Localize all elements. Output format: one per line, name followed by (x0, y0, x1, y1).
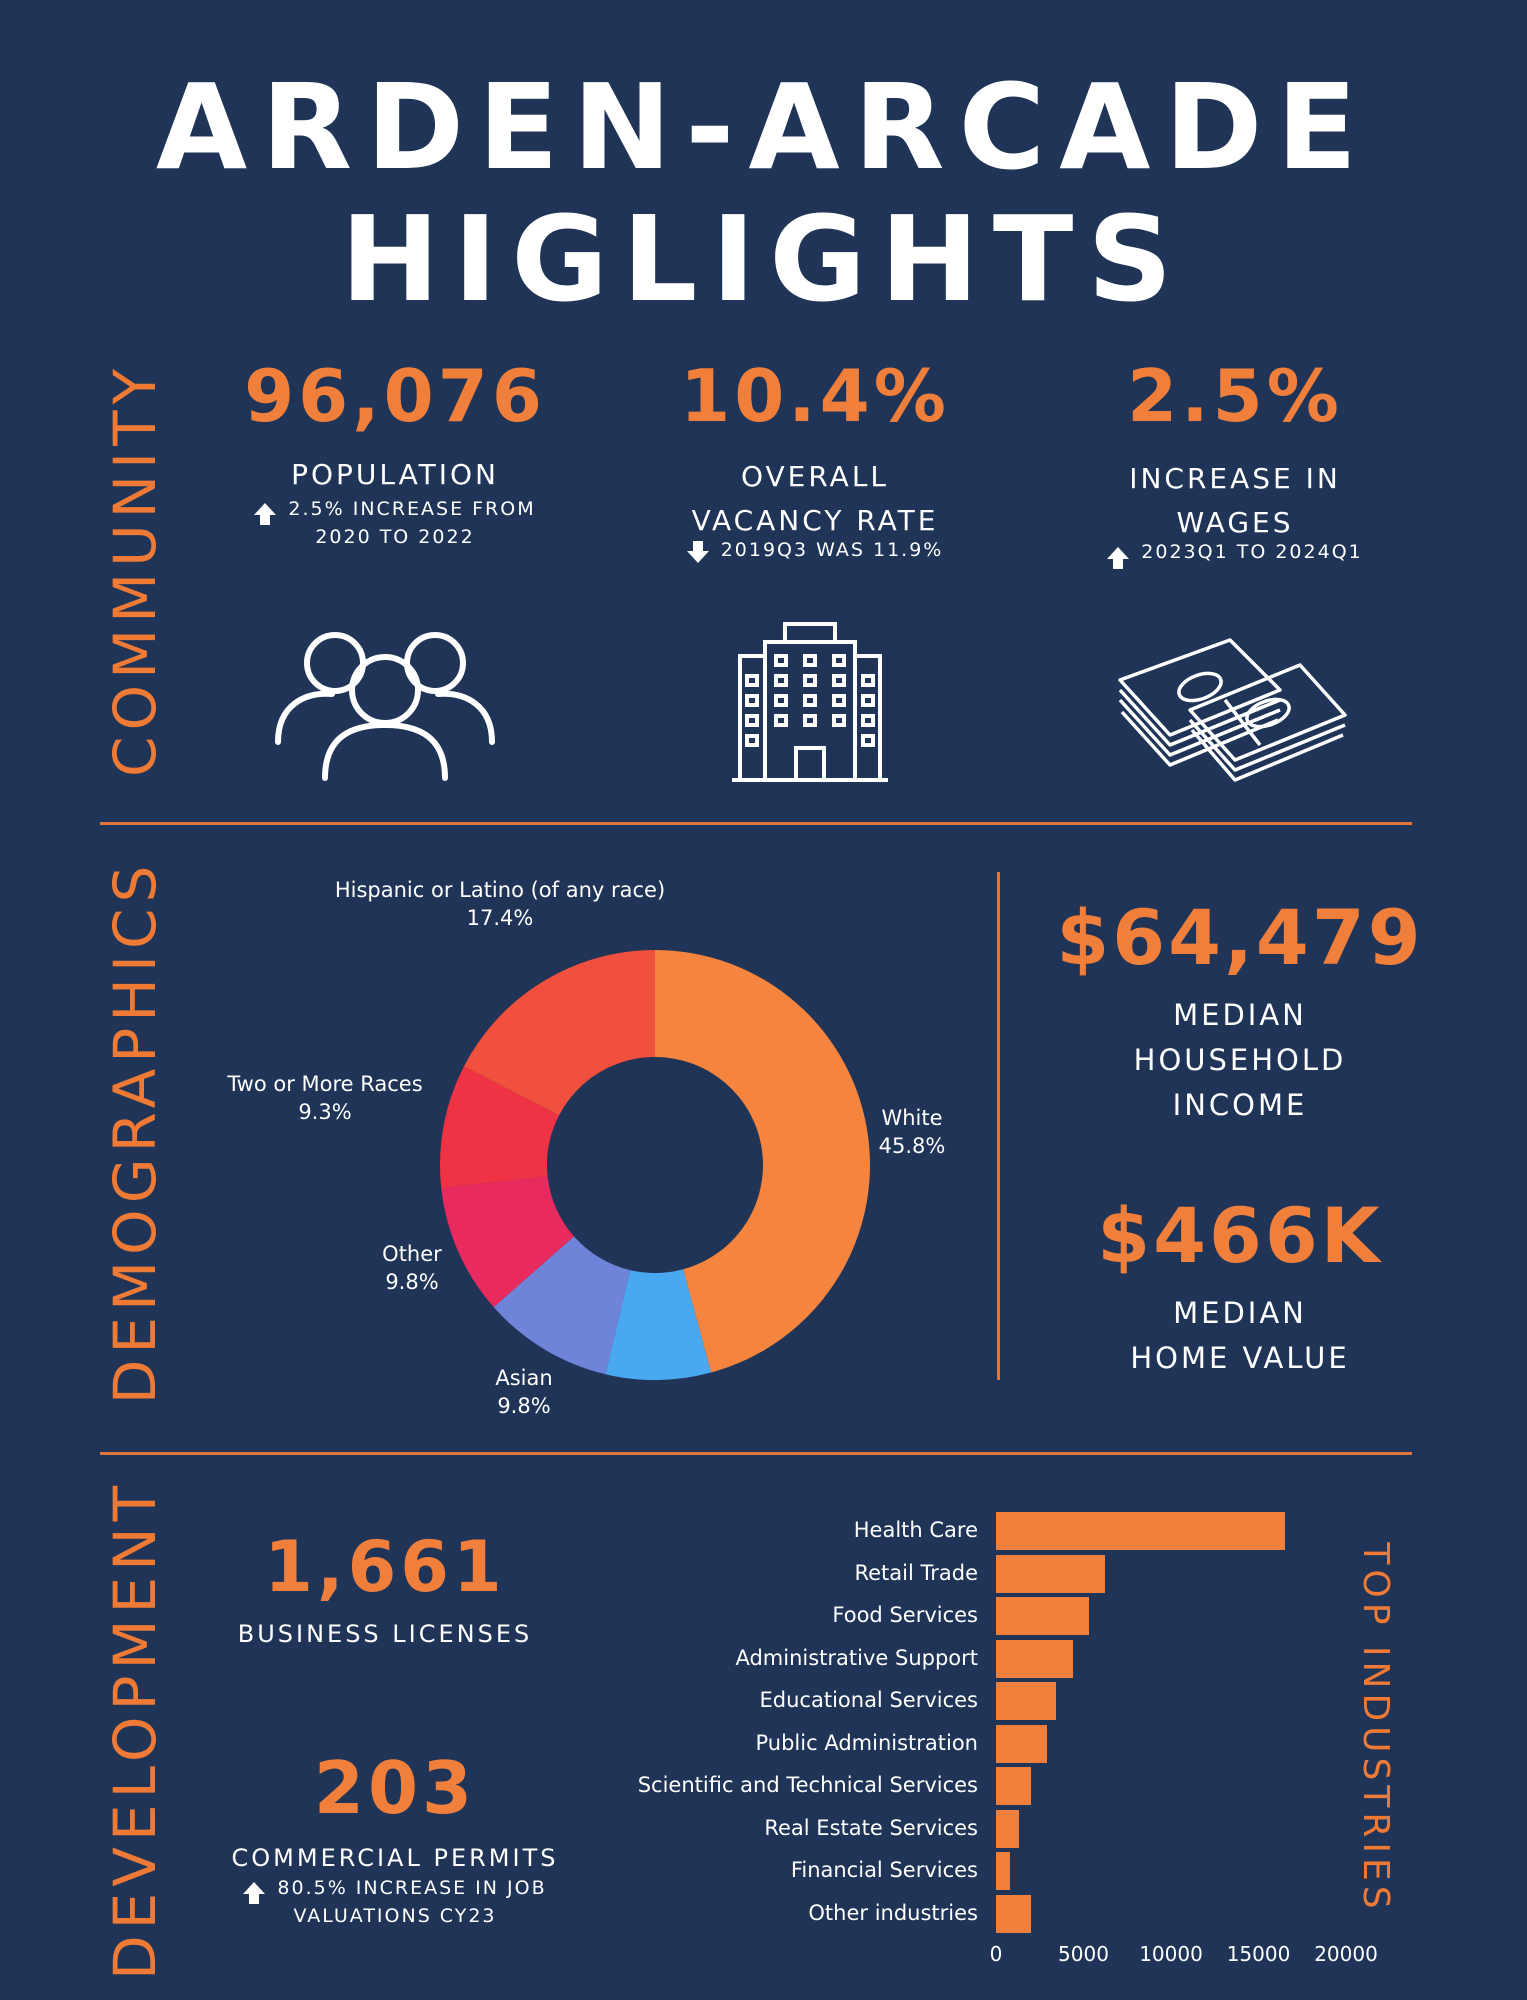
bar-label-financial-services: Financial Services (790, 1858, 978, 1882)
bar-label-retail-trade: Retail Trade (854, 1560, 978, 1585)
wages-note-text: 2023Q1 TO 2024Q1 (1141, 541, 1363, 564)
bar-label-real-estate-services: Real Estate Services (764, 1815, 978, 1840)
median-home-label-line1: MEDIAN (1173, 1296, 1307, 1330)
divider-vertical (997, 872, 1000, 1380)
median-home-value: $466K (1097, 1191, 1383, 1280)
bar-retail-trade (996, 1555, 1105, 1593)
pie-label-white-name: White (881, 1106, 943, 1130)
licenses-value: 1,661 (264, 1526, 506, 1608)
pie-label-hispanic (300, 876, 700, 933)
section-label-development: DEVELOPMENT (101, 1479, 169, 1981)
wages-note (1060, 541, 1410, 563)
median-home-label-line2: HOME VALUE (1130, 1340, 1350, 1375)
pie-label-white (862, 1104, 962, 1161)
pie-label-white-value: 45.8% (878, 1134, 946, 1159)
divider-community (100, 822, 1412, 825)
pie-label-asian-name: Asian (495, 1366, 553, 1390)
permits-block (210, 1746, 580, 1927)
vacancy-label-line2: VACANCY RATE (691, 503, 939, 537)
bar-real-estate-services (996, 1810, 1019, 1848)
median-income-label-line1: MEDIAN (1173, 998, 1307, 1032)
permits-value: 203 (313, 1746, 477, 1830)
bar-public-administration (996, 1725, 1047, 1763)
bar-scientific-and-technical-services (996, 1767, 1031, 1805)
money-stack-icon (1110, 620, 1350, 785)
bar-other-industries (996, 1895, 1031, 1933)
bar-label-health-care: Health Care (853, 1518, 978, 1542)
demographics-donut-chart (420, 940, 900, 1400)
wages-label-line2: WAGES (1176, 505, 1294, 539)
pie-label-two-or-more-value: 9.3% (298, 1100, 352, 1125)
section-label-community: COMMUNITY (101, 362, 169, 778)
permits-note-line1: 80.5% INCREASE IN JOB (277, 1876, 547, 1899)
industries-title: TOP INDUSTRIES (1355, 1542, 1396, 1914)
licenses-label: BUSINESS LICENSES (237, 1620, 533, 1648)
population-value: 96,076 (244, 354, 546, 438)
median-home-block (1040, 1191, 1440, 1376)
population-note (220, 498, 570, 520)
bar-label-administrative-support: Administrative Support (735, 1645, 978, 1670)
vacancy-value: 10.4% (680, 354, 950, 438)
population-note-line2: 2020 TO 2022 (315, 525, 475, 548)
page-title-line1: ARDEN-ARCADE (155, 58, 1372, 196)
x-tick-label: 20000 (1314, 1942, 1378, 1966)
permits-label: COMMERCIAL PERMITS (231, 1844, 559, 1872)
arrow-up-icon (254, 503, 276, 515)
vacancy-note (640, 539, 990, 561)
population-note-line1: 2.5% INCREASE FROM (288, 497, 536, 520)
median-income-value: $64,479 (1056, 893, 1424, 982)
pie-label-hispanic-value: 17.4% (466, 906, 534, 931)
bar-label-scientific-and-technical-services: Scientific and Technical Services (637, 1773, 978, 1797)
arrow-down-icon (687, 551, 709, 563)
bar-educational-services (996, 1682, 1056, 1720)
population-block (220, 354, 570, 548)
bar-financial-services (996, 1852, 1010, 1890)
bar-label-educational-services: Educational Services (759, 1688, 978, 1712)
population-label: POPULATION (291, 458, 499, 491)
bar-administrative-support (996, 1640, 1073, 1678)
x-tick-label: 10000 (1139, 1942, 1203, 1966)
divider-demographics (100, 1452, 1412, 1455)
median-income-label-line2: HOUSEHOLD (1133, 1042, 1347, 1077)
median-income-block (1040, 893, 1440, 1122)
bar-label-public-administration: Public Administration (755, 1730, 978, 1755)
wages-block (1060, 354, 1410, 564)
pie-label-other (362, 1240, 462, 1297)
licenses-block (210, 1526, 560, 1649)
page-title-line2: HIGLIGHTS (340, 190, 1187, 328)
vacancy-label-line1: OVERALL (740, 460, 890, 493)
wages-value: 2.5% (1127, 354, 1343, 438)
median-income-label-line3: INCOME (1172, 1087, 1308, 1122)
arrow-up-icon (1107, 547, 1129, 559)
pie-label-other-value: 9.8% (385, 1270, 439, 1295)
arrow-up-icon (243, 1882, 265, 1894)
pie-label-two-or-more-name: Two or More Races (227, 1072, 423, 1096)
bar-food-services (996, 1597, 1089, 1635)
x-tick-label: 15000 (1226, 1942, 1291, 1966)
building-icon (730, 620, 890, 785)
x-tick-label: 0 (989, 1942, 1003, 1966)
pie-label-two-or-more (210, 1070, 440, 1127)
permits-note (210, 1877, 580, 1899)
pie-label-other-name: Other (382, 1242, 442, 1266)
vacancy-block (640, 354, 990, 562)
x-tick-label: 5000 (1058, 1942, 1109, 1966)
people-icon (270, 620, 500, 785)
permits-note-line2: VALUATIONS CY23 (293, 1904, 497, 1927)
bar-health-care (996, 1512, 1285, 1550)
section-label-demographics: DEMOGRAPHICS (101, 859, 169, 1405)
pie-label-hispanic-name: Hispanic or Latino (of any race) (334, 878, 666, 902)
pie-label-asian (474, 1364, 574, 1421)
bar-label-other-industries: Other industries (808, 1900, 978, 1925)
bar-label-food-services: Food Services (832, 1603, 978, 1627)
wages-label-line1: INCREASE IN (1129, 462, 1341, 495)
pie-label-asian-value: 9.8% (497, 1394, 551, 1419)
vacancy-note-text: 2019Q3 WAS 11.9% (720, 539, 944, 562)
